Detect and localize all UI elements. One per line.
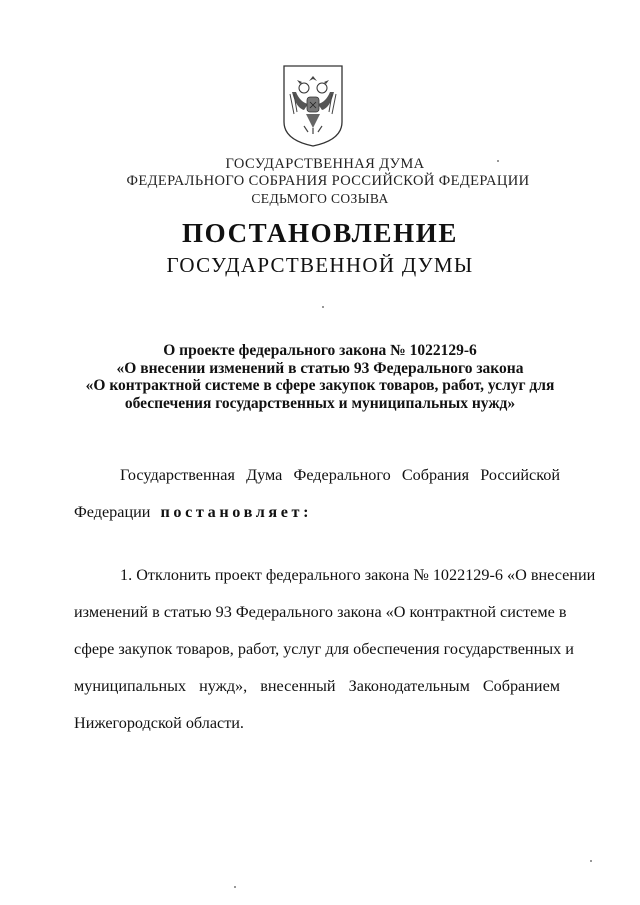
document-issuer-subtitle: ГОСУДАРСТВЕННОЙ ДУМЫ xyxy=(166,253,474,277)
subject-line: О проекте федерального закона № 1022129-6 xyxy=(163,342,477,359)
clause-line: Нижегородской области. xyxy=(74,714,244,732)
coat-of-arms-icon xyxy=(282,64,344,148)
resolves-verb: постановляет: xyxy=(160,503,313,521)
document-type-title: ПОСТАНОВЛЕНИЕ xyxy=(182,218,458,248)
resolution-subject xyxy=(60,342,580,412)
preamble-line: Государственная Дума Федерального Собрания Российской xyxy=(120,466,560,484)
clause-line: сфере закупок товаров, работ, услуг для обеспечения государственных и xyxy=(74,640,574,658)
preamble-line xyxy=(74,503,560,522)
clause-line: муниципальных нужд», внесенный Законодательным Собранием xyxy=(74,677,560,695)
subject-line: «О внесении изменений в статью 93 Федерального закона xyxy=(116,359,524,377)
clause-line: изменений в статью 93 Федерального закона «О контрактной системе в xyxy=(74,603,567,621)
subject-line: обеспечения государственных и муниципальных нужд» xyxy=(124,394,516,412)
scan-speck xyxy=(322,306,324,308)
scan-speck xyxy=(497,160,499,162)
convocation-line: СЕДЬМОГО СОЗЫВА xyxy=(251,191,389,206)
subject-line: «О контрактной системе в сфере закупок товаров, работ, услуг для xyxy=(85,377,555,394)
scan-speck xyxy=(234,886,236,888)
org-name-line-2: ФЕДЕРАЛЬНОГО СОБРАНИЯ РОССИЙСКОЙ ФЕДЕРАЦИИ xyxy=(126,173,530,189)
scan-speck xyxy=(590,860,592,862)
org-name-line-1: ГОСУДАРСТВЕННАЯ ДУМА xyxy=(225,156,425,172)
preamble-line-start: Федерации xyxy=(74,503,151,521)
clause-line: 1. Отклонить проект федерального закона № 1022129-6 «О внесении xyxy=(120,566,596,584)
